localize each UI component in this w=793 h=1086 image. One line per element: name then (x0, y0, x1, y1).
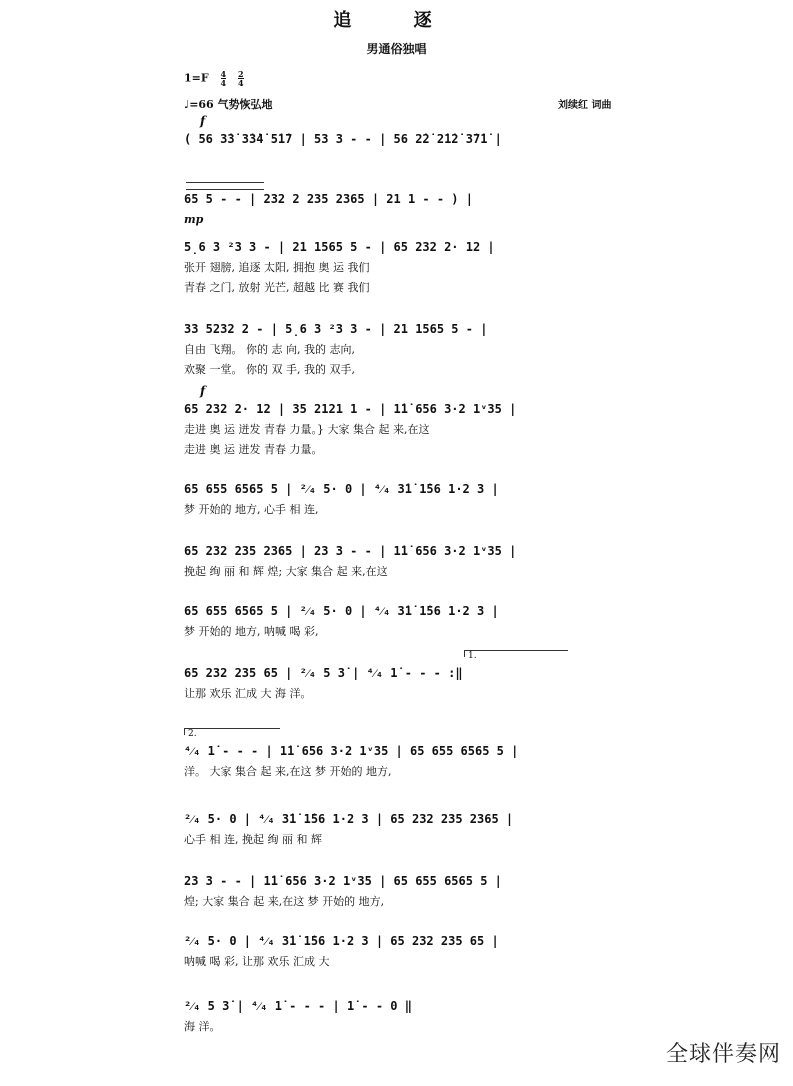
lyric-line: 走进 奥 运 迸发 青春 力量。 (184, 443, 323, 456)
lyric-line: 洋。 大家 集合 起 来,在这 梦 开始的 地方, (184, 765, 392, 778)
notation-line: 65 655 6565 5 | ²⁄₄ 5· 0 | ⁴⁄₄ 3̇1̇ 1̇56 1·2 3 | (184, 604, 499, 618)
notation-line: 5̣6 3 ²3 3 - | 21 1565 5 - | 65 232 2· 12 | (184, 240, 495, 254)
notation-line: 65 5 - - | 232 2 235 2365 | 21 1 - - ) | (184, 192, 473, 206)
lyric-line: 自由 飞翔。 你的 志 向, 我的 志向, (184, 343, 355, 356)
lyric-line: 梦 开始的 地方, 心手 相 连, (184, 503, 319, 516)
score-system (184, 114, 620, 150)
score-system (184, 478, 620, 520)
watermark-logo: 全球伴奏网 (665, 1042, 781, 1067)
key-signature (184, 70, 244, 87)
score-system (184, 236, 620, 298)
score-system (184, 540, 620, 582)
notation-line: 23 3 - - | 1̇1̇ 656 3·2 1ᵛ35 | 65 655 6565 5 | (184, 874, 502, 888)
lyric-line: 煌; 大家 集合 起 来,在这 梦 开始的 地方, (184, 895, 385, 908)
lyric-line: 心手 相 连, 挽起 绚 丽 和 辉 (184, 833, 322, 846)
notation-line: ( 56 3̇3̇ 3̇3̇4̇ 5̇1̇7 | 53 3 - - | 56 2̇2̇ 2̇1̇2̇ 3̇7̇1̇ | (184, 132, 502, 146)
dynamic-marking: f (200, 114, 206, 128)
score-system (184, 870, 620, 912)
lyric-line: 梦 开始的 地方, 呐喊 喝 彩, (184, 625, 319, 638)
score-system (184, 808, 620, 850)
key-label: 1=F (184, 71, 209, 85)
dynamic-marking: mp (184, 213, 204, 226)
notation-line: ⁴⁄₄ 1̇ - - - | 1̇1̇ 656 3·2 1ᵛ35 | 65 655 6565 5 | (184, 744, 519, 758)
lyric-line: 挽起 绚 丽 和 辉 煌; 大家 集合 起 来,在这 (184, 565, 388, 578)
score-system (184, 384, 620, 460)
lyric-line: 张开 翅膀, 追逐 太阳, 拥抱 奥 运 我们 (184, 261, 370, 274)
notation-line: ²⁄₄ 5· 0 | ⁴⁄₄ 3̇1̇ 1̇56 1·2 3 | 65 232 235 65 | (184, 934, 499, 948)
score-system (184, 600, 620, 642)
score-system (184, 188, 620, 230)
notation-line: ²⁄₄ 5· 0 | ⁴⁄₄ 3̇1̇ 1̇56 1·2 3 | 65 232 235 2365 | (184, 812, 514, 826)
score-system (184, 729, 620, 782)
lyric-line: 青春 之门, 放射 光芒, 超越 比 赛 我们 (184, 281, 370, 294)
dynamic-marking: f (200, 384, 206, 398)
crescendo-hairpin (186, 182, 264, 190)
notation-line: 65 655 6565 5 | ²⁄₄ 5· 0 | ⁴⁄₄ 3̇1̇ 1̇56 1·2 3 | (184, 482, 499, 496)
meter-2-4: $\frac{2}{4}$ (237, 69, 244, 88)
volta-bracket: 1. (464, 650, 568, 657)
song-title: 追 逐 (333, 10, 460, 31)
notation-line: 65 232 2· 12 | 35 2121 1 - | 1̇1̇ 656 3·2 1ᵛ35 | (184, 402, 517, 416)
score-system (184, 318, 620, 380)
volta-bracket: 2. (184, 728, 280, 735)
notation-line: 65 232 235 2365 | 23 3 - - | 1̇1̇ 656 3·2 1ᵛ35 | (184, 544, 517, 558)
song-subtitle: 男通俗独唱 (366, 42, 427, 56)
lyric-line: 走进 奥 运 迸发 青春 力量。} 大家 集合 起 来,在这 (184, 423, 430, 436)
score-system (184, 651, 620, 704)
lyric-line: 海 洋。 (184, 1020, 221, 1033)
meter-4-4: $\frac{4}{4}$ (220, 69, 227, 88)
lyric-line: 欢聚 一堂。 你的 双 手, 我的 双手, (184, 363, 355, 376)
score-system (184, 930, 620, 972)
lyric-line: 让那 欢乐 汇成 大 海 洋。 (184, 687, 312, 700)
score-system (184, 995, 620, 1037)
notation-line: 65 232 235 65 | ²⁄₄ 5 3̇ | ⁴⁄₄ 1̇ - - - :‖ (184, 666, 463, 680)
author-credit: 刘续红 词曲 (558, 100, 612, 111)
tempo-marking: ♩=66 气势恢弘地 (184, 98, 273, 111)
lyric-line: 呐喊 喝 彩, 让那 欢乐 汇成 大 (184, 955, 330, 968)
notation-line: ²⁄₄ 5 3̇ | ⁴⁄₄ 1̇ - - - | 1̇ - - 0 ‖ (184, 999, 412, 1013)
notation-line: 33 5232 2 - | 5̣6 3 ²3 3 - | 21 1565 5 - | (184, 322, 488, 336)
